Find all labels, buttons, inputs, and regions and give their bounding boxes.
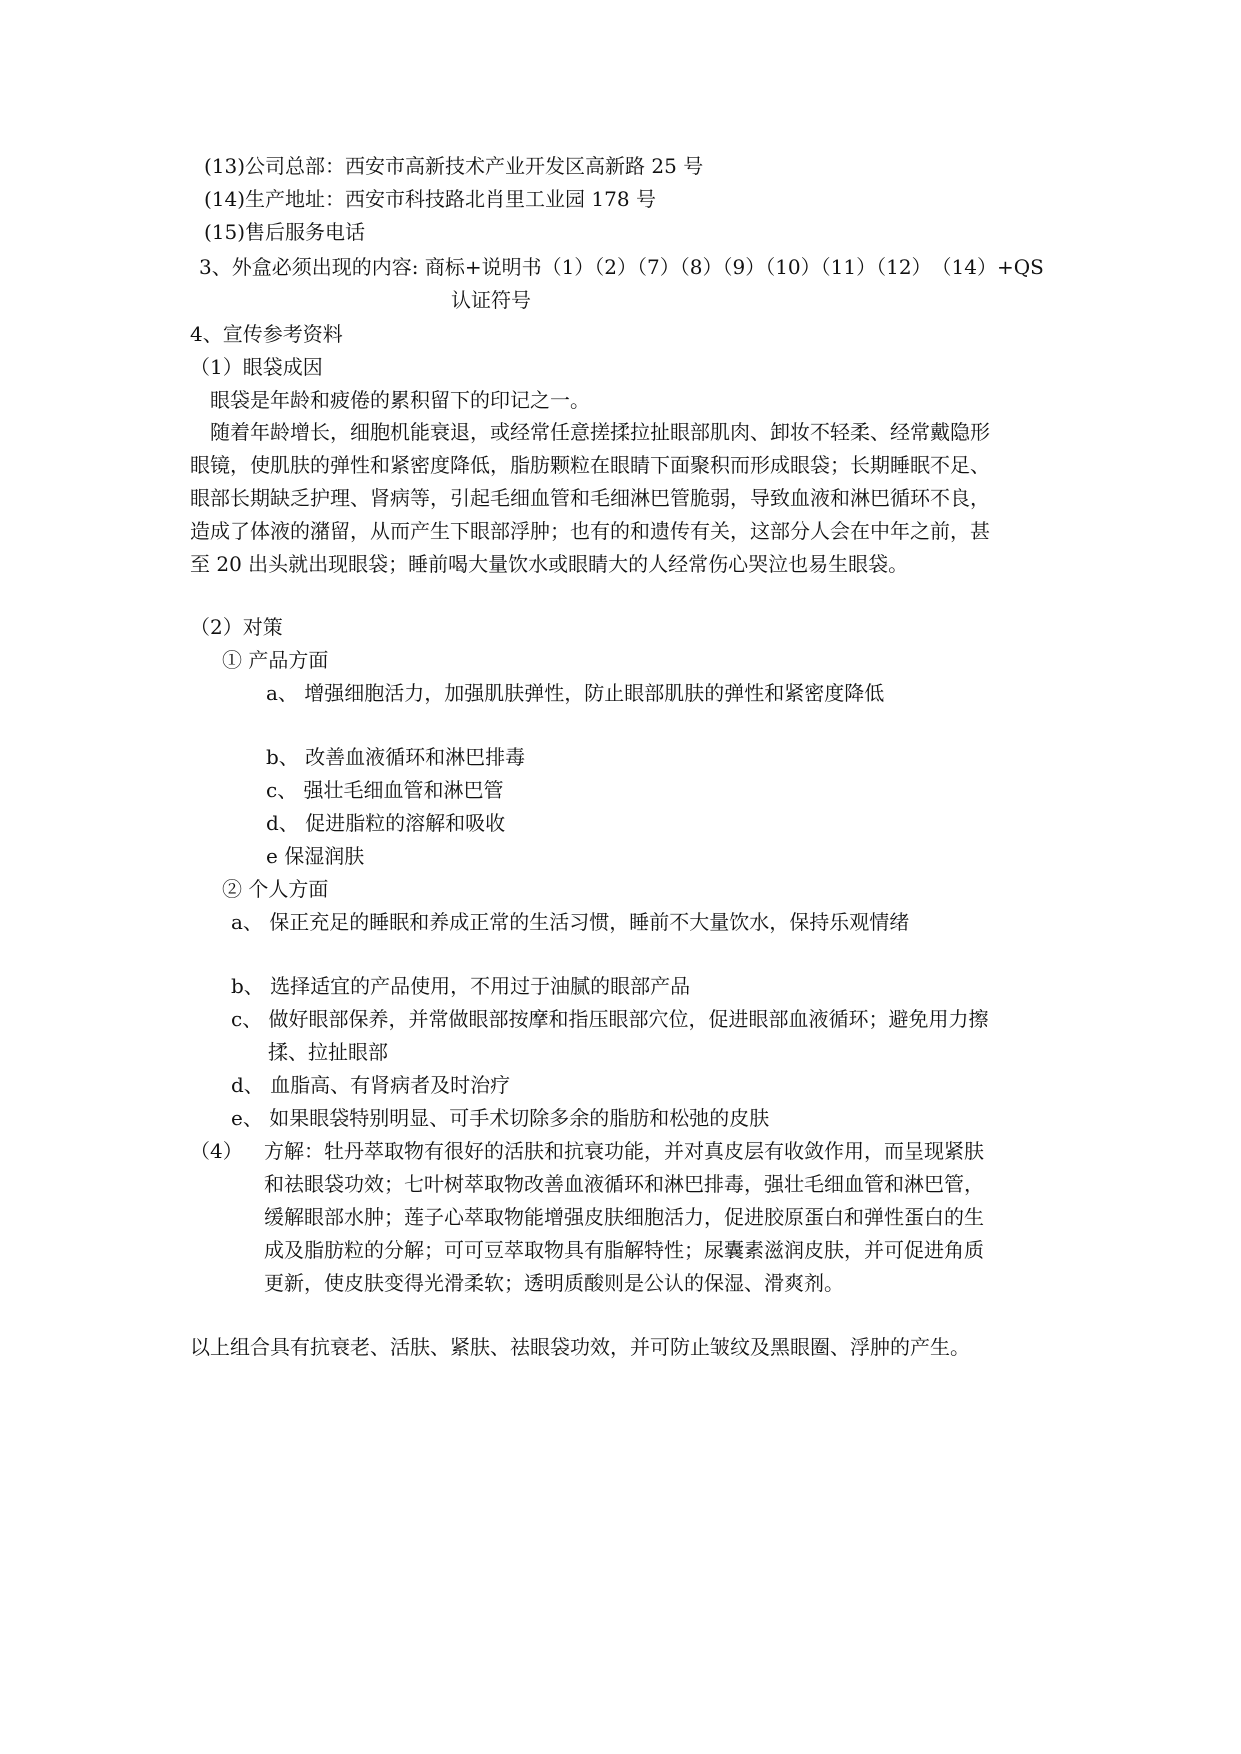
personal-item: d、 血脂高、有肾病者及时治疗 (231, 1073, 511, 1097)
summary-statement: 以上组合具有抗衰老、活肤、紧肤、祛眼袋功效，并可防止皱纹及黑眼圈、浮肿的产生。 (190, 1335, 970, 1359)
formula-line: 更新，使皮肤变得光滑柔软；透明质酸则是公认的保湿、滑爽剂。 (264, 1271, 844, 1295)
section-3-outer-box-line-2: 认证符号 (451, 288, 531, 312)
cause-paragraph-line: 至 20 出头就出现眼袋；睡前喝大量饮水或眼睛大的人经常伤心哭泣也易生眼袋。 (190, 552, 909, 576)
item-14-production-address: (14)生产地址：西安市科技路北肖里工业园 178 号 (204, 187, 656, 211)
personal-item: c、 做好眼部保养，并常做眼部按摩和指压眼部穴位，促进眼部血液循环；避免用力擦 (231, 1007, 989, 1031)
product-item: b、 改善血液循环和淋巴排毒 (266, 745, 526, 769)
product-item: e 保湿润肤 (266, 844, 365, 868)
product-item: d、 促进脂粒的溶解和吸收 (266, 811, 506, 835)
item-13-headquarters: (13)公司总部：西安市高新技术产业开发区高新路 25 号 (204, 154, 704, 178)
product-item: a、 增强细胞活力，加强肌肤弹性，防止眼部肌肤的弹性和紧密度降低 (266, 681, 885, 705)
personal-item: e、 如果眼袋特别明显、可手术切除多余的脂肪和松弛的皮肤 (231, 1106, 770, 1130)
personal-item: b、 选择适宜的产品使用，不用过于油腻的眼部产品 (231, 974, 691, 998)
product-item: c、 强壮毛细血管和淋巴管 (266, 778, 504, 802)
formula-line: 方解：牡丹萃取物有很好的活肤和抗衰功能，并对真皮层有收敛作用，而呈现紧肤 (264, 1139, 984, 1163)
formula-line: 成及脂肪粒的分解；可可豆萃取物具有脂解特性；尿囊素滋润皮肤，并可促进角质 (264, 1238, 984, 1262)
section-3-outer-box-line-1: 3、外盒必须出现的内容: 商标+说明书（1）（2）（7）（8）（9）（10）（11）（12） （14）+QS (199, 255, 1044, 279)
item-15-service-phone: (15)售后服务电话 (204, 220, 366, 244)
subsection-1-title: （1）眼袋成因 (190, 355, 323, 379)
cause-paragraph-line: 造成了体液的潴留，从而产生下眼部浮肿；也有的和遗传有关，这部分人会在中年之前，甚 (190, 519, 990, 543)
cause-paragraph-line: 随着年龄增长，细胞机能衰退，或经常任意搓揉拉扯眼部肌肉、卸妆不轻柔、经常戴隐形 (210, 420, 990, 444)
section-4-title: 4、宣传参考资料 (190, 322, 343, 346)
cause-intro: 眼袋是年龄和疲倦的累积留下的印记之一。 (210, 388, 590, 412)
personal-item-continuation: 揉、拉扯眼部 (268, 1040, 388, 1064)
personal-aspect-title: ② 个人方面 (222, 877, 329, 901)
formula-line: 缓解眼部水肿；莲子心萃取物能增强皮肤细胞活力，促进胶原蛋白和弹性蛋白的生 (264, 1205, 984, 1229)
personal-item: a、 保正充足的睡眠和养成正常的生活习惯，睡前不大量饮水，保持乐观情绪 (231, 910, 910, 934)
subsection-2-title: （2）对策 (190, 615, 283, 639)
cause-paragraph-line: 眼部长期缺乏护理、肾病等，引起毛细血管和毛细淋巴管脆弱，导致血液和淋巴循环不良， (190, 486, 990, 510)
cause-paragraph-line: 眼镜，使肌肤的弹性和紧密度降低，脂肪颗粒在眼睛下面聚积而形成眼袋；长期睡眠不足、 (190, 453, 990, 477)
formula-line: 和祛眼袋功效；七叶树萃取物改善血液循环和淋巴排毒，强壮毛细血管和淋巴管， (264, 1172, 984, 1196)
product-aspect-title: ① 产品方面 (222, 648, 329, 672)
subsection-4-label: （4） (190, 1139, 243, 1163)
